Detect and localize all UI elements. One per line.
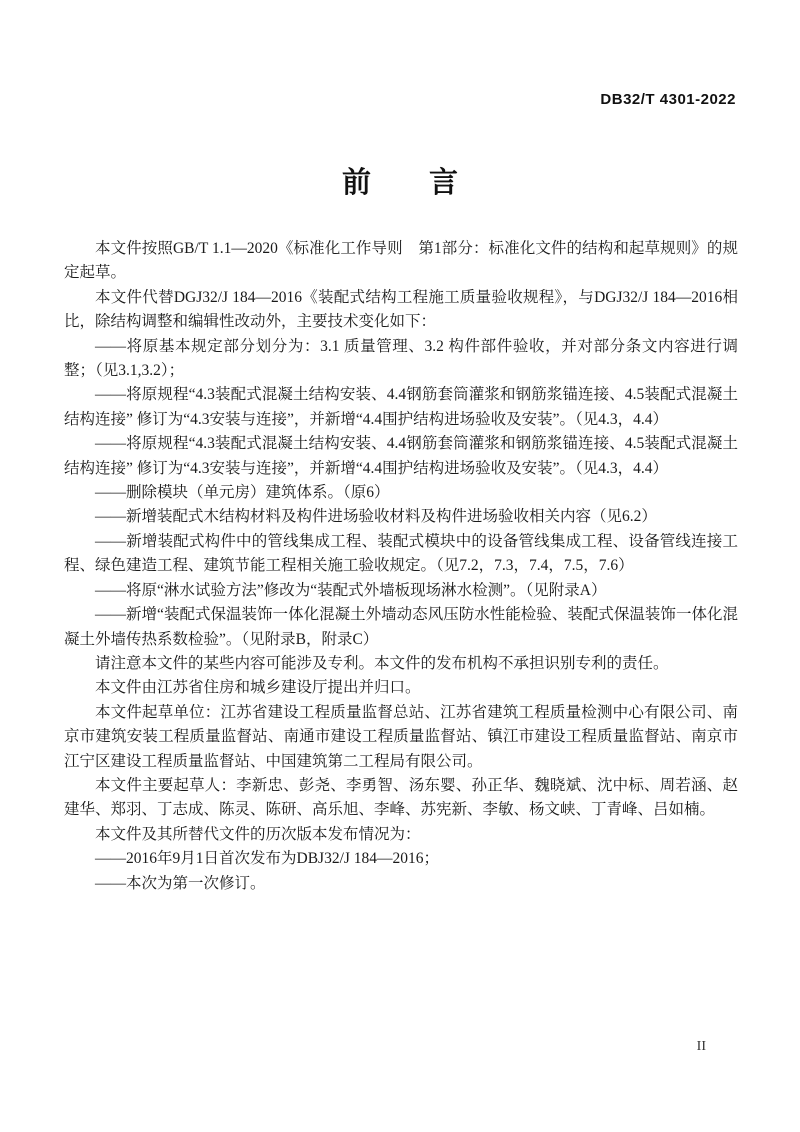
paragraph: ——新增装配式木结构材料及构件进场验收材料及构件进场验收相关内容（见6.2） xyxy=(95,508,657,526)
paragraph: ——新增“装配式保温装饰一体化混凝土外墙动态风压防水性能检验、装配式保温装饰一体化混凝土外墙传热系数检验”。（见附录B，附录C） xyxy=(64,606,738,648)
paragraph: 请注意本文件的某些内容可能涉及专利。本文件的发布机构不承担识别专利的责任。 xyxy=(95,654,669,672)
document-code: DB32/T 4301-2022 xyxy=(600,91,736,108)
document-body xyxy=(64,237,738,896)
paragraph: ——删除模块（单元房）建筑体系。（原6） xyxy=(95,484,390,502)
page-title: 前 言 xyxy=(341,167,458,199)
paragraph: 本文件起草单位：江苏省建设工程质量监督总站、江苏省建筑工程质量检测中心有限公司、南京市建筑安装工程质量监督站、南通市建设工程质量监督站、镇江市建设工程质量监督站、南京市江宁区建设工程质量监督站、中国建筑第二工程局有限公司。 xyxy=(64,703,738,770)
paragraph: ——本次为第一次修订。 xyxy=(95,874,266,892)
page-number: II xyxy=(696,1039,706,1054)
paragraph: ——将原基本规定部分划分为：3.1 质量管理、3.2 构件部件验收，并对部分条文内容进行调整；（见3.1,3.2）； xyxy=(64,337,738,380)
paragraph: ——将原规程“4.3装配式混凝土结构安装、4.4钢筋套筒灌浆和钢筋浆锚连接、4.5装配式混凝土结构连接” 修订为“4.3安装与连接”，并新增“4.4围护结构进场验收及安装”。（见4.3，4.4） xyxy=(64,386,738,428)
paragraph: ——将原规程“4.3装配式混凝土结构安装、4.4钢筋套筒灌浆和钢筋浆锚连接、4.5装配式混凝土结构连接” 修订为“4.3安装与连接”，并新增“4.4围护结构进场验收及安装”。（见4.3，4.4） xyxy=(64,435,738,477)
paragraph: 本文件由江苏省住房和城乡建设厅提出并归口。 xyxy=(95,679,421,697)
paragraph: ——2016年9月1日首次发布为DBJ32/J 184—2016； xyxy=(95,850,440,868)
paragraph: 本文件按照GB/T 1.1—2020《标准化工作导则 第1部分：标准化文件的结构和起草规则》的规定起草。 xyxy=(64,240,738,282)
paragraph: ——将原“淋水试验方法”修改为“装配式外墙板现场淋水检测”。（见附录A） xyxy=(95,581,607,599)
paragraph: 本文件主要起草人：李新忠、彭尧、李勇智、汤东婴、孙正华、魏晓斌、沈中标、周若涵、赵建华、郑羽、丁志成、陈灵、陈研、高乐旭、李峰、苏宪新、李敏、杨文峡、丁青峰、吕如楠。 xyxy=(64,776,738,819)
paragraph: ——新增装配式构件中的管线集成工程、装配式模块中的设备管线集成工程、设备管线连接工程、绿色建造工程、建筑节能工程相关施工验收规定。（见7.2，7.3，7.4，7.5，7.6） xyxy=(64,532,738,575)
paragraph: 本文件代替DGJ32/J 184—2016《装配式结构工程施工质量验收规程》，与DGJ32/J 184—2016相比，除结构调整和编辑性改动外，主要技术变化如下： xyxy=(64,288,738,331)
paragraph: 本文件及其所替代文件的历次版本发布情况为： xyxy=(95,825,421,843)
